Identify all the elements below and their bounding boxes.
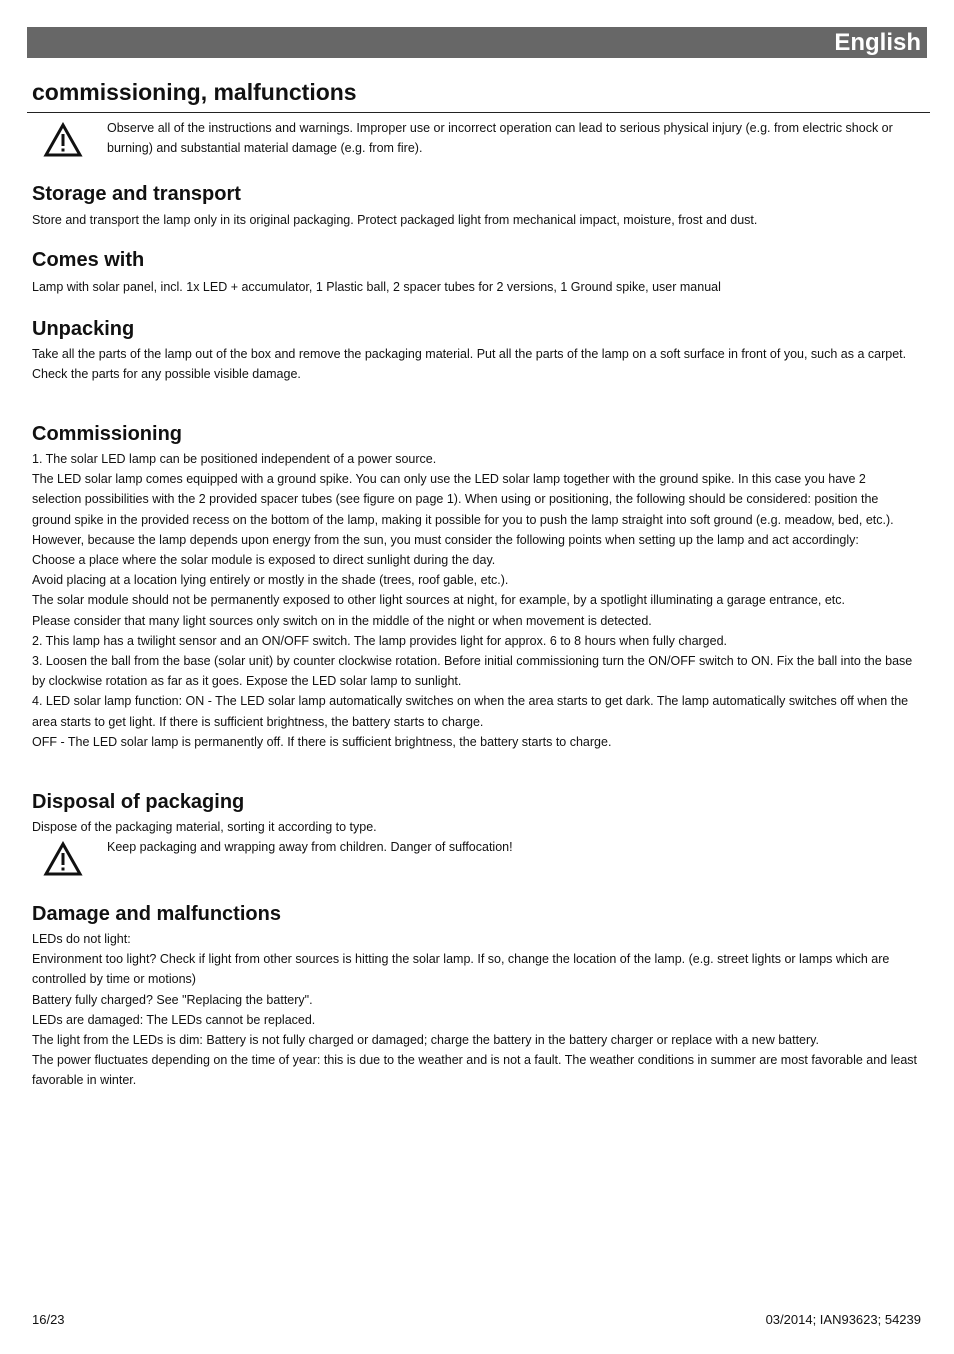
commissioning-line: However, because the lamp depends upon energy from the sun, you must consider the following points when setting up the lamp and act accordingly: [32,532,859,547]
disposal-line: Dispose of the packaging material, sorting it according to type. [32,820,377,834]
comes-with-line: Lamp with solar panel, incl. 1x LED + accumulator, 1 Plastic ball, 2 spacer tubes for 2 versions, 1 Ground spike, user manual [32,280,721,294]
disposal-warning-text: Keep packaging and wrapping away from children. Danger of suffocation! [107,840,513,854]
commissioning-line: The solar module should not be permanently exposed to other light sources at night, for example, by a spotlight illuminating a garage entrance, etc. [32,593,845,608]
storage-body [32,210,917,230]
commissioning-line: Avoid placing at a location lying entirely or mostly in the shade (trees, roof gable, etc.). [32,573,509,588]
page-title: commissioning, malfunctions [32,79,357,105]
document-reference: 03/2014; IAN93623; 54239 [765,1312,921,1327]
title-divider [27,112,930,113]
heading-storage: Storage and transport [32,183,241,205]
commissioning-line: Choose a place where the solar module is exposed to direct sunlight during the day. [32,553,496,568]
storage-line: Store and transport the lamp only in its original packaging. Protect packaged light from mechanical impact, moisture, frost and dust. [32,213,758,227]
damage-line: LEDs are damaged: The LEDs cannot be replaced. [32,1012,316,1027]
commissioning-line: OFF - The LED solar lamp is permanently off. If there is sufficient brightness, the battery starts to charge. [32,734,612,749]
damage-line: LEDs do not light: [32,932,131,946]
comes-with-body [32,277,917,297]
heading-disposal: Disposal of packaging [32,791,245,813]
language-label: English [834,29,921,56]
disposal-body [32,817,917,837]
damage-body [32,929,917,1091]
unpacking-body [32,344,917,384]
commissioning-line: The LED solar lamp comes equipped with a ground spike. You can only use the LED solar lamp together with the ground spike. In this case you have 2 selection possibilities with the 2 provided spacer tubes (see figure on page 1). When using or positioning, the following should be considered: position the ground spike in the provided recess on the bottom of the lamp, making it possible for you to push the lamp straight into soft ground (e.g. meadow, bed, etc.). [32,472,894,527]
damage-line: The power fluctuates depending on the time of year: this is due to the weather and is not a fault. The weather conditions in summer are most favorable and least favorable in winter. [32,1053,917,1088]
commissioning-body [32,449,917,752]
intro-warning-text: Observe all of the instructions and warnings. Improper use or incorrect operation can lead to serious physical injury (e.g. from electric shock or burning) and substantial material damage (e.g. from fire). [107,121,893,155]
page-number: 16/23 [32,1312,65,1327]
commissioning-line: 3. Loosen the ball from the base (solar unit) by counter clockwise rotation. Before initial commissioning turn the ON/OFF switch to ON. Fix the ball into the base by clockwise rotation as far as it goes. Expose the LED solar lamp to sunlight. [32,654,913,689]
heading-comes-with: Comes with [32,249,145,271]
warning-triangle-icon [43,122,83,158]
damage-line: Environment too light? Check if light from other sources is hitting the solar lamp. If so, change the location of the lamp. (e.g. street lights or lamps which are controlled by time or motions) [32,952,890,987]
heading-commissioning: Commissioning [32,423,183,445]
heading-damage: Damage and malfunctions [32,903,281,925]
warning-triangle-icon [43,841,83,877]
commissioning-line: Please consider that many light sources only switch on in the middle of the night or when movement is detected. [32,613,652,628]
commissioning-line: 4. LED solar lamp function: ON - The LED solar lamp automatically switches on when the area starts to get dark. The lamp automatically switches off when the area starts to get light. If there is sufficient brightness, the battery starts to charge. [32,694,909,729]
damage-line: The light from the LEDs is dim: Battery is not fully charged or damaged; charge the battery in the battery charger or replace with a new battery. [32,1033,819,1048]
commissioning-line: 1. The solar LED lamp can be positioned independent of a power source. [32,452,437,466]
language-bar [27,27,927,58]
unpacking-line: Take all the parts of the lamp out of the box and remove the packaging material. Put all the parts of the lamp on a soft surface in front of you, such as a carpet. Check the parts for any possible visible damage. [32,347,907,382]
damage-line: Battery fully charged? See "Replacing the battery". [32,992,313,1007]
commissioning-line: 2. This lamp has a twilight sensor and an ON/OFF switch. The lamp provides light for approx. 6 to 8 hours when fully charged. [32,633,728,648]
heading-unpacking: Unpacking [32,318,135,340]
